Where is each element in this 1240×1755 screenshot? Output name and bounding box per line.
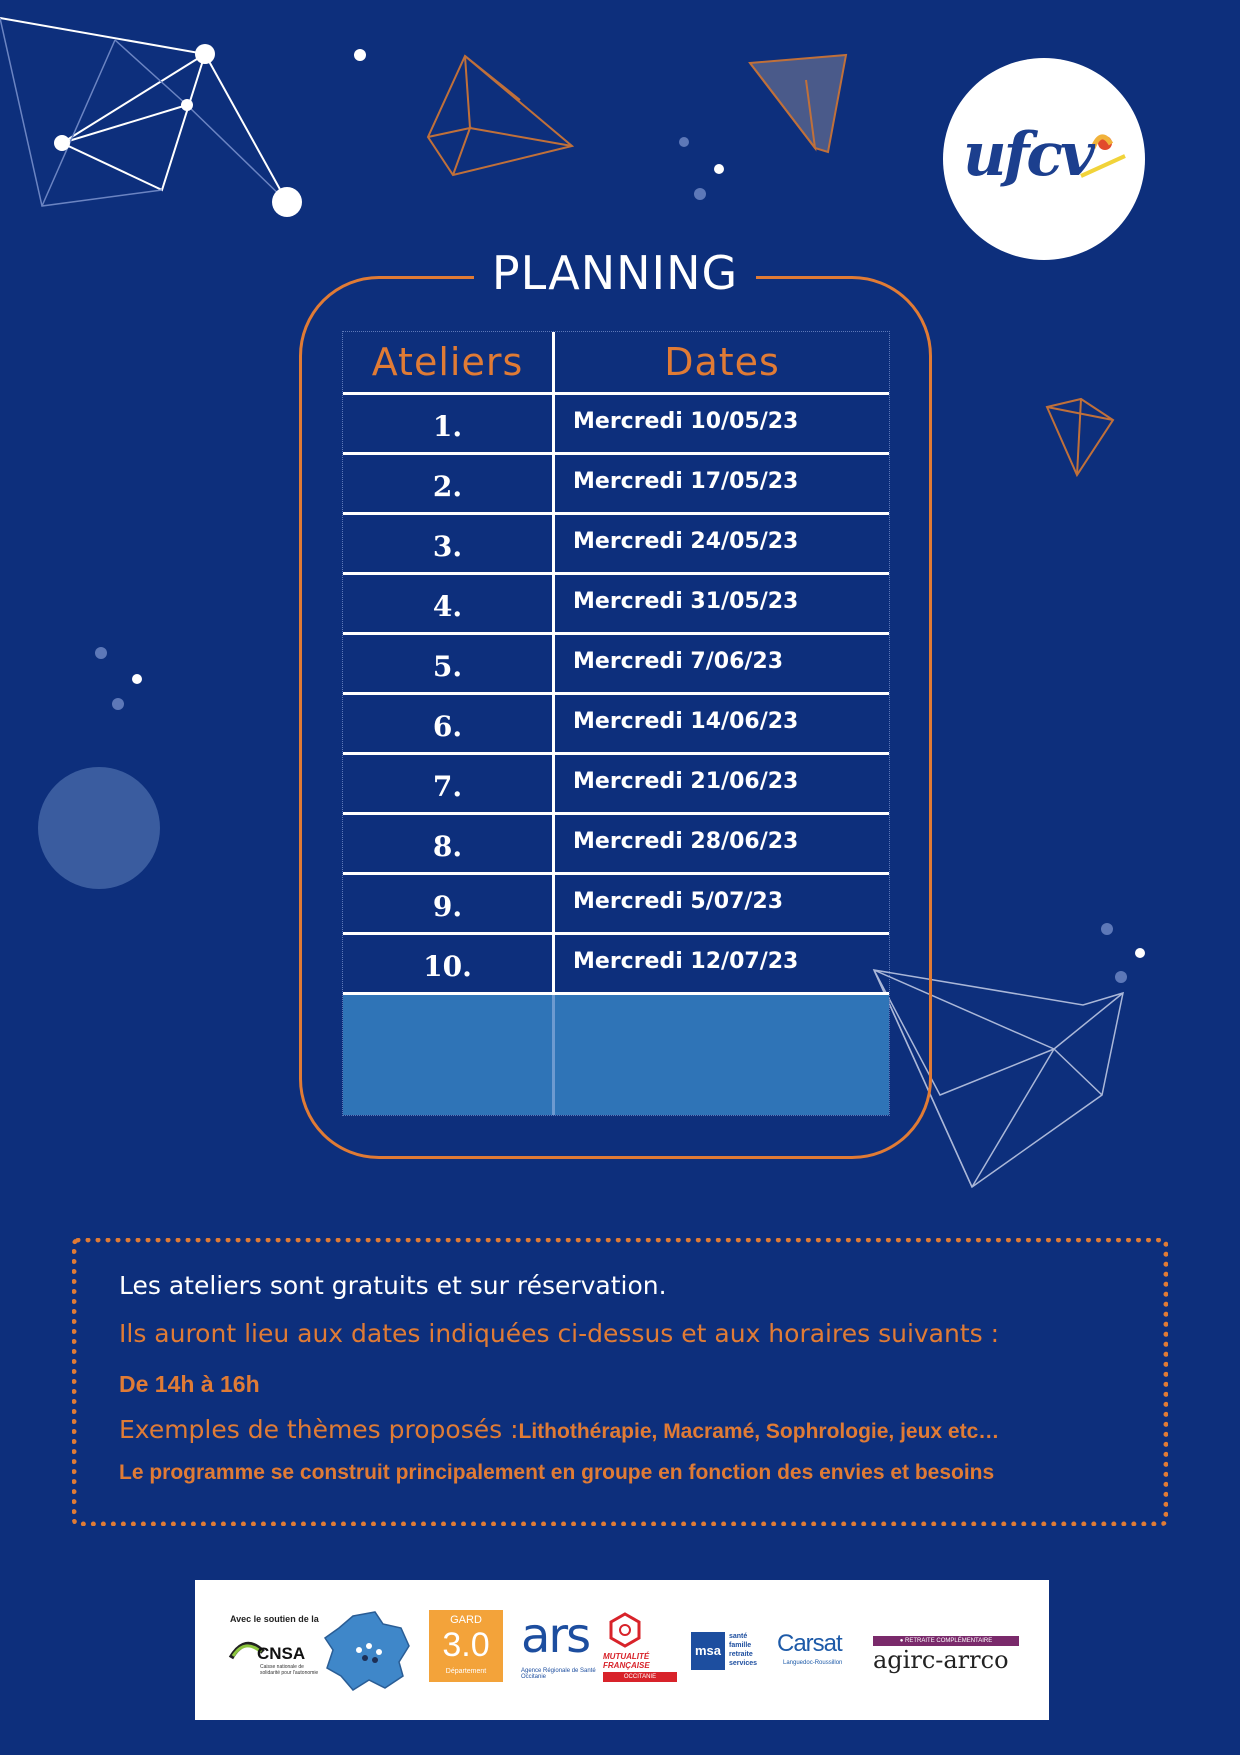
planning-table: [342, 331, 890, 1116]
large-circle-decoration: [38, 767, 160, 889]
atelier-number: 1.: [343, 395, 555, 452]
table-row: [343, 695, 889, 755]
mutualite-subtitle: OCCITANIE: [603, 1672, 677, 1682]
table-row: [343, 635, 889, 695]
gard-top-text: GARD: [450, 1614, 482, 1626]
info-programme: Le programme se construit principalement en groupe en fonction des envies et besoins: [119, 1461, 995, 1484]
table-row: [343, 875, 889, 935]
atelier-date: Mercredi 10/05/23: [573, 409, 799, 434]
table-body: [343, 395, 889, 995]
logo-text: ufcv: [963, 120, 1092, 190]
info-themes-list: Lithothérapie, Macramé, Sophrologie, jeux etc…: [518, 1420, 1000, 1443]
atelier-date: Mercredi 21/06/23: [573, 769, 799, 794]
atelier-number: 6.: [343, 695, 555, 752]
ufcv-logo: [943, 58, 1145, 260]
ars-logo-text: ars: [521, 1608, 590, 1664]
atelier-number: 7.: [343, 755, 555, 812]
atelier-number: 3.: [343, 515, 555, 572]
footer-cell-left: [343, 995, 555, 1115]
atelier-date: Mercredi 14/06/23: [573, 709, 799, 734]
orange-polyhedron-top: [428, 56, 572, 175]
atelier-number: 2.: [343, 455, 555, 512]
atelier-number: 10.: [343, 935, 555, 992]
info-themes-label: Exemples de thèmes proposés :: [119, 1415, 519, 1444]
agirc-top-band: ● RETRAITE COMPLÉMENTAIRE: [873, 1636, 1019, 1646]
constellation-top-left: [0, 18, 287, 206]
table-header: [343, 332, 889, 395]
agirc-logo-text: agirc-arrco: [873, 1646, 1009, 1674]
table-row: [343, 455, 889, 515]
table-row: [343, 815, 889, 875]
msa-subtitle: santé famille retraite services: [729, 1633, 758, 1667]
cnsa-caption: Avec le soutien de la: [230, 1614, 319, 1624]
carsat-logo-text: Carsat: [777, 1630, 842, 1657]
table-empty-footer: [343, 995, 889, 1115]
info-themes: [119, 1415, 999, 1444]
page-title: PLANNING: [474, 238, 756, 308]
info-dates-schedule: Ils auront lieu aux dates indiquées ci-dessus et aux horaires suivants :: [119, 1319, 1000, 1348]
table-row: [343, 515, 889, 575]
msa-logo-text: msa: [691, 1632, 725, 1670]
sponsors-band: [195, 1580, 1049, 1720]
info-hours: De 14h à 16h: [119, 1371, 260, 1397]
cnsa-logo-text: CNSA: [257, 1644, 306, 1663]
atelier-number: 4.: [343, 575, 555, 632]
column-header-dates: Dates: [664, 340, 780, 384]
info-box: [72, 1238, 1168, 1526]
cnsa-subtitle: Caisse nationale de solidarité pour l'autonomie: [260, 1664, 319, 1676]
table-row: [343, 755, 889, 815]
info-free-reservation: Les ateliers sont gratuits et sur réservation.: [119, 1271, 667, 1300]
gard-number: 3.0: [442, 1626, 490, 1664]
table-row: [343, 935, 889, 995]
atelier-number: 8.: [343, 815, 555, 872]
table-row: [343, 575, 889, 635]
carsat-subtitle: Languedoc-Roussillon: [783, 1660, 843, 1666]
gard-map-icon: [323, 1610, 413, 1692]
footer-cell-right: [555, 995, 889, 1115]
gard-subtitle: Département: [445, 1668, 487, 1675]
atelier-date: Mercredi 5/07/23: [573, 889, 784, 914]
atelier-number: 5.: [343, 635, 555, 692]
atelier-date: Mercredi 17/05/23: [573, 469, 799, 494]
atelier-date: Mercredi 7/06/23: [573, 649, 784, 674]
orange-polyhedron-small: [1047, 399, 1113, 475]
column-header-ateliers: Ateliers: [343, 332, 555, 392]
mutualite-hexagon-icon: [605, 1612, 645, 1650]
atelier-date: Mercredi 28/06/23: [573, 829, 799, 854]
atelier-date: Mercredi 31/05/23: [573, 589, 799, 614]
mutualite-logo-text: MUTUALITÉ FRANÇAISE: [603, 1652, 650, 1670]
table-row: [343, 395, 889, 455]
atelier-number: 9.: [343, 875, 555, 932]
orange-polyhedron-top-right: [750, 55, 846, 152]
atelier-date: Mercredi 24/05/23: [573, 529, 799, 554]
atelier-date: Mercredi 12/07/23: [573, 949, 799, 974]
gard-logo: [429, 1610, 503, 1682]
ars-subtitle: Agence Régionale de Santé Occitanie: [521, 1668, 596, 1680]
